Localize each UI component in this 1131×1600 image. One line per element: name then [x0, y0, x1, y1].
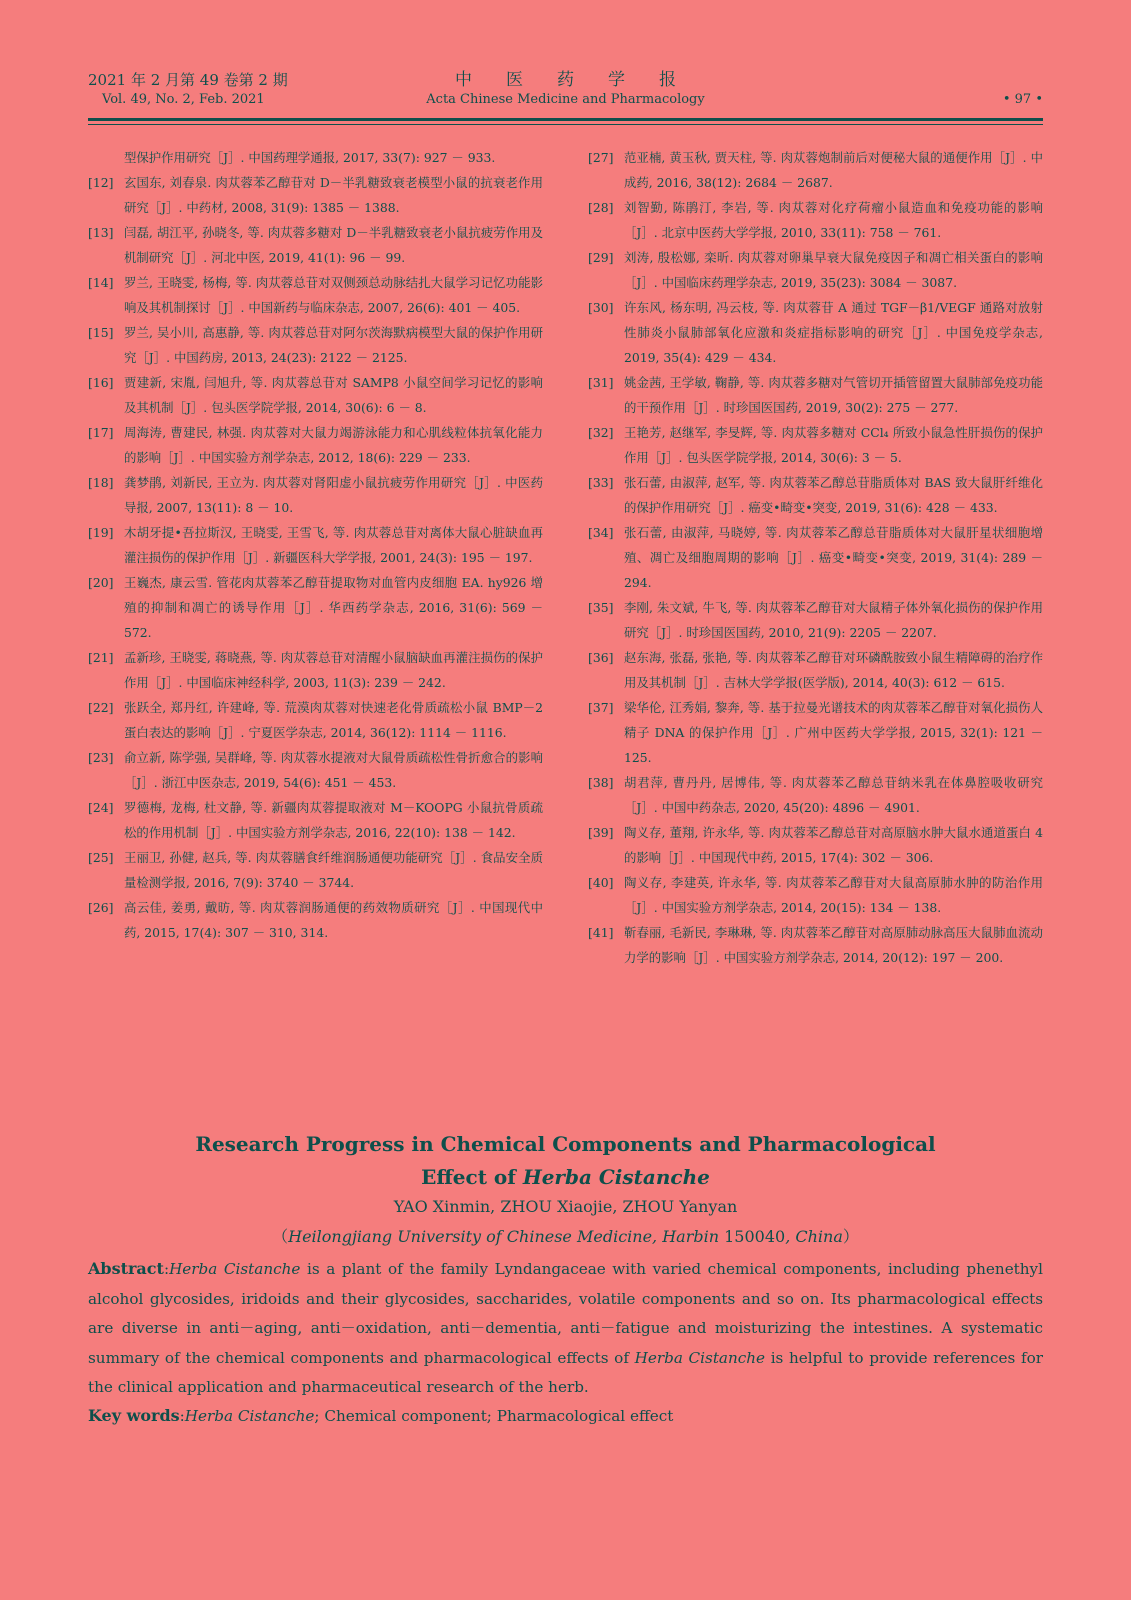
title-herb: Herba Cistanche: [522, 1165, 710, 1189]
abstract-herb-2: Herba Cistanche: [634, 1348, 766, 1367]
reference-item: [588, 520, 1043, 595]
reference-text: 王丽卫, 孙健, 赵兵, 等. 肉苁蓉膳食纤维润肠通便功能研究［J］. 食品安全质量检测学报, 2016, 7(9): 3740 － 3744.: [124, 850, 543, 890]
reference-text: 龚梦鹃, 刘新民, 王立为. 肉苁蓉对肾阳虚小鼠抗疲劳作用研究［J］. 中医药导报, 2007, 13(11): 8 － 10.: [124, 475, 543, 515]
keywords-label: Key words: [88, 1406, 180, 1425]
reference-text: 许东风, 杨东明, 冯云枝, 等. 肉苁蓉苷 A 通过 TGF－β1/VEGF 通路对放射性肺炎小鼠肺部氧化应激和炎症指标影响的研究［J］. 中国免疫学杂志, 2019, 35(4): 429 － 434.: [624, 300, 1043, 365]
header-rule-thick: [88, 118, 1043, 121]
issue-en: Vol. 49, No. 2, Feb. 2021: [102, 92, 265, 107]
reference-text: 胡君萍, 曹丹丹, 居博伟, 等. 肉苁蓉苯乙醇总苷纳米乳在体鼻腔吸收研究［J］. 中国中药杂志, 2020, 45(20): 4896 － 4901.: [624, 775, 1043, 815]
reference-item: [588, 145, 1043, 195]
reference-number: [13]: [88, 225, 114, 240]
reference-text: 玄国东, 刘春泉. 肉苁蓉苯乙醇苷对 D－半乳糖致衰老模型小鼠的抗衰老作用研究［J］. 中药材, 2008, 31(9): 1385 － 1388.: [124, 175, 543, 215]
reference-number: [37]: [588, 700, 614, 715]
reference-number: [12]: [88, 175, 114, 190]
reference-item: [88, 745, 543, 795]
reference-number: [16]: [88, 375, 114, 390]
reference-text: 刘涛, 殷松娜, 栾昕. 肉苁蓉对卵巢早衰大鼠免疫因子和凋亡相关蛋白的影响［J］. 中国临床药理学杂志, 2019, 35(23): 3084 － 3087.: [624, 250, 1043, 290]
affil-open: （: [272, 1227, 289, 1246]
header-rule-thin: [88, 124, 1043, 125]
reference-number: [35]: [588, 600, 614, 615]
reference-item: [88, 895, 543, 945]
reference-item: [588, 245, 1043, 295]
page-number: • 97 •: [1002, 92, 1043, 107]
reference-text: 周海涛, 曹建民, 林强. 肉苁蓉对大鼠力竭游泳能力和心肌线粒体抗氧化能力的影响［J］. 中国实验方剂学杂志, 2012, 18(6): 229 － 233.: [124, 425, 543, 465]
reference-number: [21]: [88, 650, 114, 665]
reference-text: 王巍杰, 康云雪. 管花肉苁蓉苯乙醇苷提取物对血管内皮细胞 EA. hy926 增殖的抑制和凋亡的诱导作用［J］. 华西药学杂志, 2016, 31(6): 569 － 572.: [124, 575, 543, 640]
reference-number: [27]: [588, 150, 614, 165]
reference-item: [88, 220, 543, 270]
reference-item: [588, 295, 1043, 370]
page-header: [88, 70, 1043, 116]
reference-text: 罗兰, 王晓雯, 杨梅, 等. 肉苁蓉总苷对双侧颈总动脉结扎大鼠学习记忆功能影响及其机制探讨［J］. 中国新药与临床杂志, 2007, 26(6): 401 － 405.: [124, 275, 543, 315]
title-prefix: Effect of: [421, 1165, 523, 1189]
reference-text: 陶义存, 李建英, 许永华, 等. 肉苁蓉苯乙醇苷对大鼠高原肺水肿的防治作用［J］. 中国实验方剂学杂志, 2014, 20(15): 134 － 138.: [624, 875, 1043, 915]
reference-text: 罗德梅, 龙梅, 杜文静, 等. 新疆肉苁蓉提取液对 M－KOOPG 小鼠抗骨质疏松的作用机制［J］. 中国实验方剂学杂志, 2016, 22(10): 138 － 142.: [124, 800, 543, 840]
reference-text: 木胡牙提•吾拉斯汉, 王晓雯, 王雪飞, 等. 肉苁蓉总苷对离体大鼠心脏缺血再灌注损伤的保护作用［J］. 新疆医科大学学报, 2001, 24(3): 195 － 197.: [124, 525, 543, 565]
references-column-left: [88, 145, 543, 945]
reference-item: [88, 645, 543, 695]
affil-zip: 150040: [724, 1227, 786, 1246]
reference-number: [22]: [88, 700, 114, 715]
abstract-colon: :: [163, 1260, 170, 1278]
reference-item: [588, 920, 1043, 970]
reference-text: 刘智勤, 陈鹃汀, 李岩, 等. 肉苁蓉对化疗荷瘤小鼠造血和免疫功能的影响［J］. 北京中医药大学学报, 2010, 33(11): 758 － 761.: [624, 200, 1043, 240]
reference-number: [20]: [88, 575, 114, 590]
reference-text: 李刚, 朱文斌, 牛飞, 等. 肉苁蓉苯乙醇苷对大鼠精子体外氧化损伤的保护作用研究［J］. 时珍国医国药, 2010, 21(9): 2205 － 2207.: [624, 600, 1043, 640]
reference-item: [88, 320, 543, 370]
reference-text: 靳春丽, 毛新民, 李琳琳, 等. 肉苁蓉苯乙醇苷对高原肺动脉高压大鼠肺血流动力学的影响［J］. 中国实验方剂学杂志, 2014, 20(12): 197 － 200.: [624, 925, 1043, 965]
reference-text: 贾建新, 宋胤, 闫旭升, 等. 肉苁蓉总苷对 SAMP8 小鼠空间学习记忆的影响及其机制［J］. 包头医学院学报, 2014, 30(6): 6 － 8.: [124, 375, 543, 415]
reference-number: [32]: [588, 425, 614, 440]
keywords-colon: :: [179, 1407, 185, 1425]
reference-text: 姚金茜, 王学敏, 鞠静, 等. 肉苁蓉多糖对气管切开插管留置大鼠肺部免疫功能的干预作用［J］. 时珍国医国药, 2019, 30(2): 275 － 277.: [624, 375, 1043, 415]
reference-item: [588, 420, 1043, 470]
reference-number: [15]: [88, 325, 114, 340]
reference-item: [88, 145, 543, 170]
abstract-text-2: is helpful to provide references for the clinical application and pharmaceutical research of the herb.: [88, 1348, 1043, 1396]
reference-text: 罗兰, 吴小川, 高惠静, 等. 肉苁蓉总苷对阿尔茨海默病模型大鼠的保护作用研究［J］. 中国药房, 2013, 24(23): 2122 － 2125.: [124, 325, 543, 365]
keywords-rest: ; Chemical component; Pharmacological effect: [314, 1407, 674, 1425]
reference-text: 型保护作用研究［J］. 中国药理学通报, 2017, 33(7): 927 － 933.: [124, 150, 496, 165]
reference-item: [88, 695, 543, 745]
reference-number: [30]: [588, 300, 614, 315]
authors: YAO Xinmin, ZHOU Xiaojie, ZHOU Yanyan: [393, 1197, 738, 1216]
affiliation: [88, 1226, 1043, 1248]
reference-number: [18]: [88, 475, 114, 490]
reference-item: [88, 845, 543, 895]
reference-item: [588, 595, 1043, 645]
reference-item: [88, 470, 543, 520]
reference-text: 孟新珍, 王晓雯, 蒋晓燕, 等. 肉苁蓉总苷对清醒小鼠脑缺血再灌注损伤的保护作用［J］. 中国临床神经科学, 2003, 11(3): 239 － 242.: [124, 650, 543, 690]
reference-item: [88, 270, 543, 320]
abstract-herb-1: Herba Cistanche: [169, 1260, 301, 1278]
reference-text: 梁华伦, 江秀娟, 黎奔, 等. 基于拉曼光谱技术的肉苁蓉苯乙醇苷对氧化损伤人精子 DNA 的保护作用［J］. 广州中医药大学学报, 2015, 32(1): 121 － 125.: [624, 700, 1043, 765]
reference-number: [34]: [588, 525, 614, 540]
journal-name-en: Acta Chinese Medicine and Pharmacology: [426, 92, 705, 107]
reference-number: [17]: [88, 425, 114, 440]
reference-text: 陶义存, 董翔, 许永华, 等. 肉苁蓉苯乙醇总苷对高原脑水肿大鼠水通道蛋白 4 的影响［J］. 中国现代中药, 2015, 17(4): 302 － 306.: [624, 825, 1043, 865]
keyword-herb: Herba Cistanche: [184, 1407, 315, 1425]
reference-text: 王艳芳, 赵继军, 李旻辉, 等. 肉苁蓉多糖对 CCl₄ 所致小鼠急性肝损伤的保护作用［J］. 包头医学院学报, 2014, 30(6): 3 － 5.: [624, 425, 1043, 465]
reference-text: 张石蕾, 由淑萍, 赵军, 等. 肉苁蓉苯乙醇总苷脂质体对 BAS 致大鼠肝纤维化的保护作用研究［J］. 癌变•畸变•突变, 2019, 31(6): 428 － 433.: [624, 475, 1043, 515]
reference-number: [14]: [88, 275, 114, 290]
reference-number: [28]: [588, 200, 614, 215]
reference-item: [88, 570, 543, 645]
reference-number: [40]: [588, 875, 614, 890]
abstract-label: Abstract: [88, 1259, 164, 1278]
keywords: [88, 1401, 1043, 1431]
reference-text: 张跃全, 郑丹红, 许建峰, 等. 荒漠肉苁蓉对快速老化骨质疏松小鼠 BMP－2 蛋白表达的影响［J］. 宁夏医学杂志, 2014, 36(12): 1114 － 1116.: [124, 700, 543, 740]
reference-number: [23]: [88, 750, 114, 765]
reference-number: [33]: [588, 475, 614, 490]
reference-number: [39]: [588, 825, 614, 840]
reference-number: [19]: [88, 525, 114, 540]
affil-close: ）: [842, 1227, 859, 1246]
reference-number: [36]: [588, 650, 614, 665]
reference-number: [41]: [588, 925, 614, 940]
abstract-text-1: is a plant of the family Lyndangaceae with varied chemical components, including phenethyl alcohol glycosides, iridoids and their glycosides, saccharides, volatile components and so on. Its pharmacological effects are diverse in anti－aging, anti－oxidation, anti－dementia, anti－fatigue and moisturizing the intestines. A systematic summary of the chemical components and pharmacological effects of: [88, 1260, 1043, 1367]
reference-item: [88, 370, 543, 420]
affil-country: , China: [785, 1227, 843, 1246]
reference-item: [588, 195, 1043, 245]
reference-number: [26]: [88, 900, 114, 915]
reference-item: [588, 370, 1043, 420]
reference-text: 张石蕾, 由淑萍, 马晓婷, 等. 肉苁蓉苯乙醇总苷脂质体对大鼠肝星状细胞增殖、凋亡及细胞周期的影响［J］. 癌变•畸变•突变, 2019, 31(4): 289 － 294.: [624, 525, 1043, 590]
reference-number: [25]: [88, 850, 114, 865]
reference-item: [588, 820, 1043, 870]
reference-item: [88, 520, 543, 570]
reference-number: [38]: [588, 775, 614, 790]
journal-name-cn: 中 医 药 学 报: [455, 70, 676, 90]
journal-name: [88, 70, 1043, 110]
reference-number: [24]: [88, 800, 114, 815]
reference-item: [588, 470, 1043, 520]
references-column-right: [588, 145, 1043, 970]
reference-item: [88, 795, 543, 845]
reference-item: [88, 170, 543, 220]
reference-item: [588, 645, 1043, 695]
english-title-line2: [88, 1161, 1043, 1194]
reference-number: [29]: [588, 250, 614, 265]
reference-text: 俞立新, 陈学强, 吴群峰, 等. 肉苁蓉水提液对大鼠骨质疏松性骨折愈合的影响［J］. 浙江中医杂志, 2019, 54(6): 451 － 453.: [124, 750, 543, 790]
reference-item: [588, 870, 1043, 920]
reference-number: [31]: [588, 375, 614, 390]
reference-text: 高云佳, 姜勇, 戴昉, 等. 肉苁蓉润肠通便的药效物质研究［J］. 中国现代中药, 2015, 17(4): 307 － 310, 314.: [124, 900, 543, 940]
issue-cn: 2021 年 2 月第 49 卷第 2 期: [88, 71, 288, 89]
english-title: [88, 1128, 1043, 1194]
reference-text: 赵东海, 张磊, 张艳, 等. 肉苁蓉苯乙醇苷对环磷酰胺致小鼠生精障碍的治疗作用及其机制［J］. 吉林大学学报(医学版), 2014, 40(3): 612 － 615.: [624, 650, 1043, 690]
abstract: [88, 1254, 1043, 1403]
reference-item: [588, 770, 1043, 820]
affil-university: Heilongjiang University of Chinese Medicine, Harbin: [288, 1227, 725, 1246]
english-title-line1: Research Progress in Chemical Components and Pharmacological: [195, 1132, 936, 1156]
reference-item: [588, 695, 1043, 770]
reference-text: 范亚楠, 黄玉秋, 贾天柱, 等. 肉苁蓉炮制前后对便秘大鼠的通便作用［J］. 中成药, 2016, 38(12): 2684 － 2687.: [624, 150, 1043, 190]
reference-item: [88, 420, 543, 470]
reference-text: 闫磊, 胡江平, 孙晓冬, 等. 肉苁蓉多糖对 D－半乳糖致衰老小鼠抗疲劳作用及机制研究［J］. 河北中医, 2019, 41(1): 96 － 99.: [124, 225, 543, 265]
